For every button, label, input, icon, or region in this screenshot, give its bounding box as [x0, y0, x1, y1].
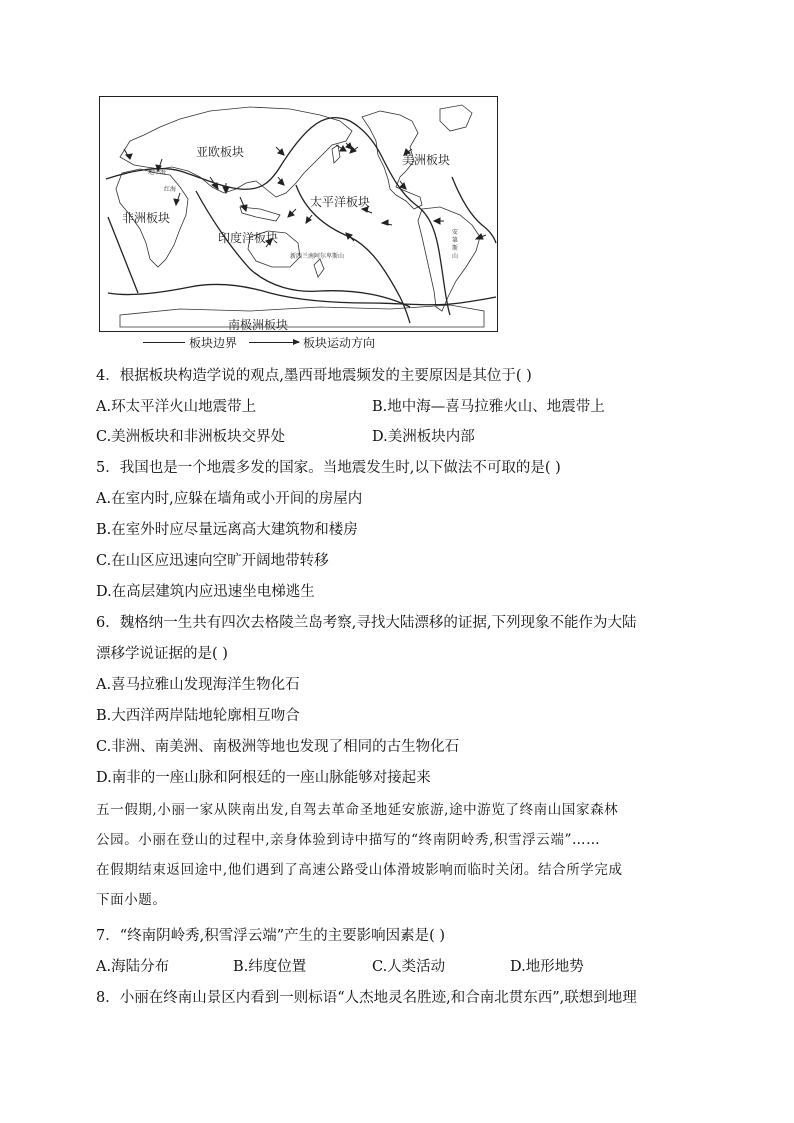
label-eurasia-plate: 亚欧板块 — [196, 145, 245, 159]
question-8-stem: 8．小丽在终南山景区内看到一则标语“人杰地灵名胜迹,和合南北贯东西”,联想到地理 — [96, 990, 637, 1006]
passage-line: 五一假期,小丽一家从陕南出发,自驾去革命圣地延安旅游,途中游览了终南山国家森林 — [96, 802, 619, 818]
question-6-option-a[interactable]: A.喜马拉雅山发现海洋生物化石 — [96, 677, 300, 693]
direction-arrow — [306, 215, 312, 223]
label-new-zealand-alps: 新西兰南阿尔卑斯山 — [290, 253, 345, 260]
question-6-option-c[interactable]: C.非洲、南美洲、南极洲等地也发现了相同的古生物化石 — [96, 739, 460, 755]
question-4-option-a[interactable]: A.环太平洋火山地震带上 — [96, 399, 257, 415]
question-5-option-a[interactable]: A.在室内时,应躲在墙角或小开间的房屋内 — [96, 491, 363, 507]
question-7-options — [96, 957, 696, 977]
direction-arrow — [434, 218, 444, 224]
direction-arrow — [346, 143, 352, 149]
question-4-option-b[interactable]: B.地中海—喜马拉雅火山、地震带上 — [372, 399, 605, 415]
legend-boundary-label: 板块边界 — [189, 335, 238, 350]
direction-arrow — [124, 149, 132, 159]
japan-outline — [332, 145, 340, 163]
direction-arrow — [210, 177, 218, 189]
label-africa-plate: 非洲板块 — [122, 211, 171, 225]
south-america-outline — [418, 207, 480, 311]
question-5-option-d[interactable]: D.在高层建筑内应迅速坐电梯逃生 — [96, 584, 315, 600]
passage-line: 下面小题。 — [96, 892, 167, 908]
boundary-legend-line — [143, 342, 185, 343]
greenland-outline — [440, 105, 472, 131]
boundary-line — [196, 191, 410, 307]
boundary-line — [108, 285, 496, 305]
question-5-option-c[interactable]: C.在山区应迅速向空旷开阔地带转移 — [96, 553, 329, 569]
question-5-stem: 5．我国也是一个地震多发的国家。当地震发生时,以下做法不可取的是( ) — [96, 460, 561, 476]
label-pacific-plate: 太平洋板块 — [310, 195, 371, 209]
direction-legend-arrow — [249, 342, 299, 343]
boundary-line — [108, 217, 138, 293]
question-4-options-row1 — [96, 397, 696, 417]
direction-arrow — [288, 209, 296, 217]
question-5-option-b[interactable]: B.在室外时应尽量远离高大建筑物和楼房 — [96, 522, 358, 538]
reading-passage — [96, 800, 696, 920]
plate-map — [99, 96, 498, 332]
question-7-option-c[interactable]: C.人类活动 — [372, 959, 446, 975]
direction-arrow — [476, 234, 486, 239]
direction-arrow — [276, 147, 284, 155]
question-6-stem-line2: 漂移学说证据的是( ) — [96, 646, 228, 662]
question-4-option-d[interactable]: D.美洲板块内部 — [372, 429, 475, 445]
direction-arrow — [336, 145, 346, 151]
label-antarctic-plate: 南极洲板块 — [228, 318, 289, 332]
question-7-option-b[interactable]: B.纬度位置 — [233, 959, 307, 975]
question-6-stem-line1: 6．魏格纳一生共有四次去格陵兰岛考察,寻找大陆漂移的证据,下列现象不能作为大陆 — [96, 615, 637, 631]
direction-arrow — [174, 193, 180, 205]
direction-arrow — [278, 177, 284, 185]
map-legend — [143, 334, 375, 350]
question-6-option-b[interactable]: B.大西洋两岸陆地轮廓相互吻合 — [96, 708, 300, 724]
question-4-stem: 4．根据板块构造学说的观点,墨西哥地震频发的主要原因是其位于( ) — [96, 368, 532, 384]
direction-arrow — [346, 233, 354, 241]
passage-line: 在假期结束返回途中,他们遇到了高速公路受山体滑坡影响而临时关闭。结合所学完成 — [96, 862, 623, 878]
label-mediterranean: 地中海 — [148, 169, 167, 176]
label-america-plate: 美洲板块 — [402, 153, 451, 167]
legend-direction-label: 板块运动方向 — [303, 335, 376, 350]
direction-arrow — [400, 181, 406, 189]
question-7-option-d[interactable]: D.地形地势 — [510, 959, 584, 975]
question-4-option-c[interactable]: C.美洲板块和非洲板块交界处 — [96, 429, 286, 445]
question-7-stem: 7．“终南阴岭秀,积雪浮云端”产生的主要影响因素是( ) — [96, 928, 446, 944]
label-indian-plate: 印度洋板块 — [218, 231, 279, 245]
question-4-options-row2 — [96, 427, 696, 447]
antarctica-outline — [120, 305, 484, 327]
label-andes: 安第斯山 — [452, 229, 459, 260]
passage-line: 公园。小丽在登山的过程中,亲身体验到诗中描写的“终南阴岭秀,积雪浮云端”…… — [96, 832, 601, 848]
direction-arrow — [382, 220, 392, 225]
question-6-option-d[interactable]: D.南非的一座山脉和阿根廷的一座山脉能够对接起来 — [96, 770, 431, 786]
label-red-sea: 红海 — [164, 186, 177, 193]
new-zealand-outline — [314, 259, 324, 277]
question-7-option-a[interactable]: A.海陆分布 — [96, 959, 170, 975]
boundary-line — [350, 121, 450, 315]
